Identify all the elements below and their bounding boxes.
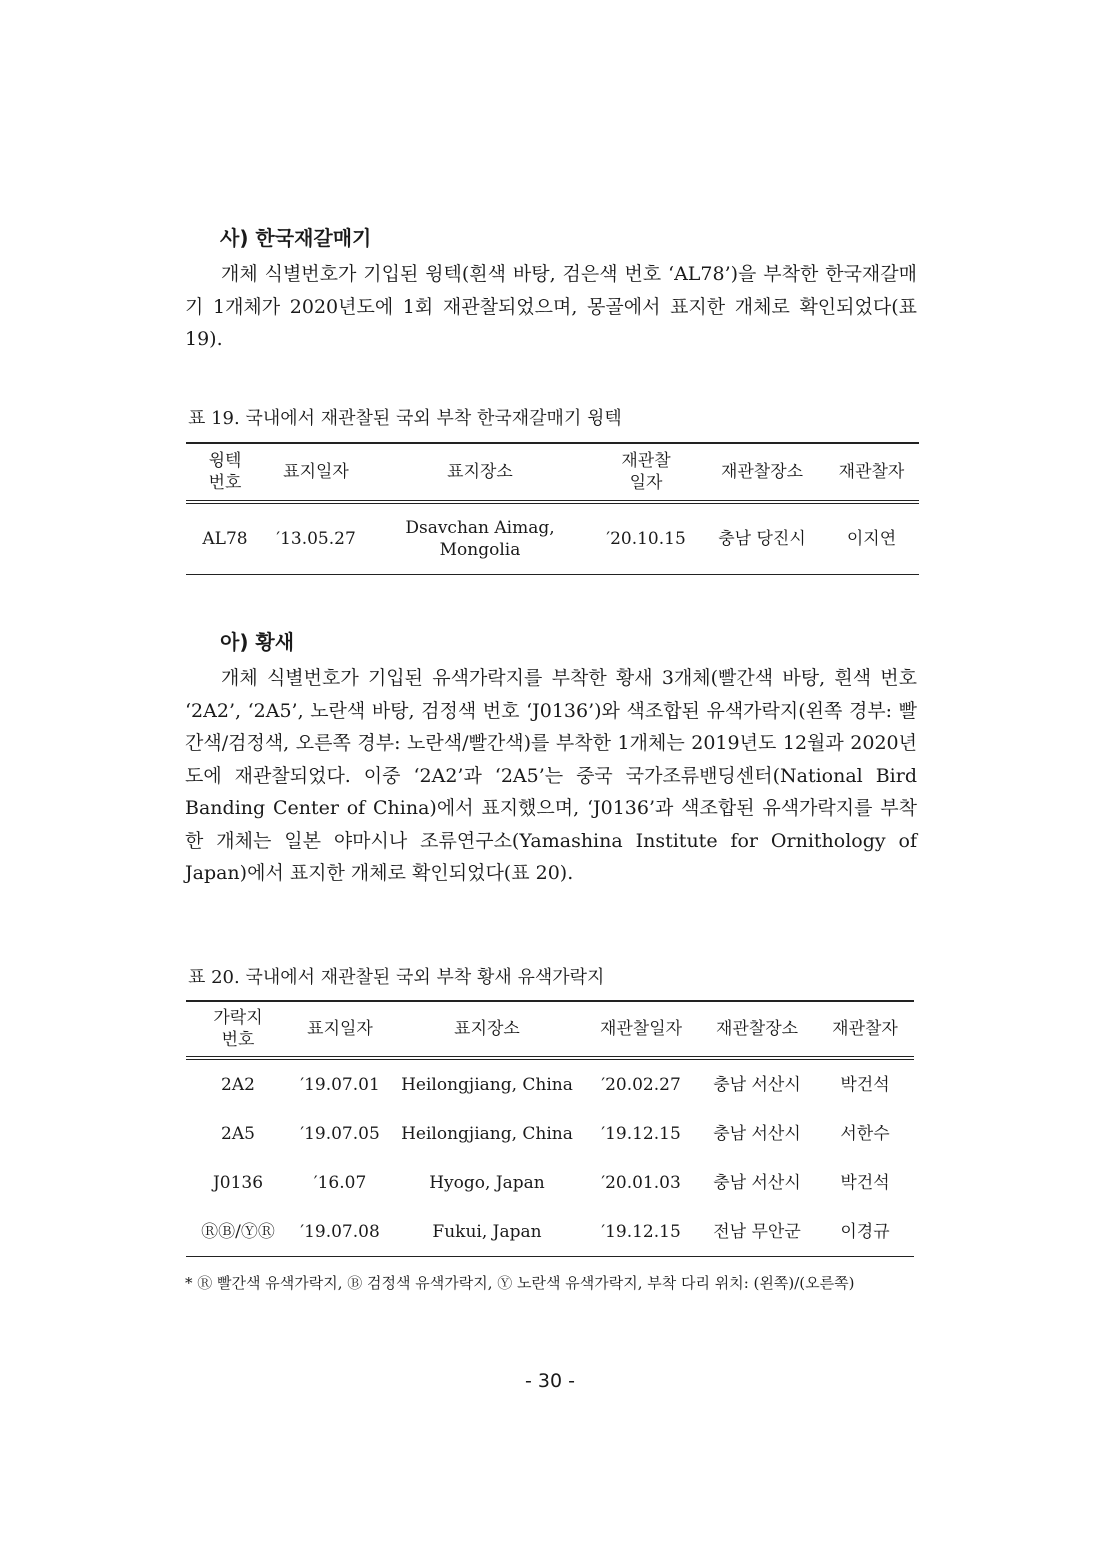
table-cell: ′16.07	[313, 1172, 367, 1193]
table-cell: 충남 서산시	[713, 1172, 801, 1193]
table20-header-cell: 가락지 번호	[186, 1001, 290, 1058]
table-row	[186, 1109, 914, 1158]
table-cell: Dsavchan Aimag, Mongolia	[405, 518, 555, 560]
table-cell: ′20.01.03	[601, 1172, 681, 1193]
table-cell: Heilongjiang, China	[401, 1123, 573, 1144]
table-row	[186, 1207, 914, 1257]
table-cell: 충남 서산시	[713, 1074, 801, 1095]
table-cell: Hyogo, Japan	[429, 1172, 545, 1193]
table-cell: ′19.07.05	[300, 1123, 380, 1144]
table-cell: ′20.02.27	[601, 1074, 681, 1095]
table-cell: AL78	[202, 529, 248, 549]
table-cell: 이지연	[846, 529, 897, 549]
table20-header-row	[186, 1001, 914, 1058]
table-cell: Fukui, Japan	[432, 1221, 542, 1242]
table20	[186, 1000, 914, 1257]
table-cell: 전남 무안군	[713, 1221, 801, 1242]
table19-header-cell: 재관찰 일자	[592, 443, 700, 502]
table-cell: 2A2	[221, 1074, 255, 1095]
table-cell: ′19.12.15	[601, 1221, 681, 1242]
table19-header-cell: 재관찰자	[824, 443, 919, 502]
table20-header-cell: 표지일자	[290, 1001, 390, 1058]
table-cell: 서한수	[840, 1123, 890, 1144]
table-cell: ′19.07.08	[300, 1221, 380, 1242]
table-cell: 박건석	[840, 1172, 890, 1193]
table19-caption: 표 19. 국내에서 재관찰된 국외 부착 한국재갈매기 윙텍	[188, 408, 622, 429]
table-cell: 박건석	[840, 1074, 890, 1095]
table-cell: ′13.05.27	[276, 529, 356, 549]
table-cell: Heilongjiang, China	[401, 1074, 573, 1095]
table20-footnote: * Ⓡ 빨간색 유색가락지, Ⓑ 검정색 유색가락지, Ⓨ 노란색 유색가락지, 부착 다리 위치: (왼쪽)/(오른쪽)	[185, 1274, 855, 1292]
table-cell: ⓇⒷ/ⓎⓇ	[201, 1221, 275, 1242]
table-row	[186, 1158, 914, 1207]
table19-header-cell: 표지일자	[264, 443, 368, 502]
table19	[186, 442, 919, 575]
table-row	[186, 502, 919, 575]
table20-caption: 표 20. 국내에서 재관찰된 국외 부착 황새 유색가락지	[188, 967, 605, 988]
section-title-korean-gull: 사) 한국재갈매기	[220, 226, 372, 250]
table20-header-cell: 재관찰일자	[584, 1001, 698, 1058]
table-cell: J0136	[212, 1172, 264, 1193]
paragraph-oriental-stork-text: 개체 식별번호가 기입된 유색가락지를 부착한 황새 3개체(빨간색 바탕, 흰색 번호 ‘2A2’, ‘2A5’, 노란색 바탕, 검정색 번호 ‘J0136’)와 색조합된 유색가락지(왼쪽 경부: 빨간색/검정색, 오른쪽 경부: 노란색/빨간색)를 부착한 1개체는 2019년도 12월과 2020년도에 재관찰되었다. 이중 ‘2A2’과 ‘2A5’는 중국 국가조류밴딩센터(National Bird Banding Center of China)에서 표지했으며, ‘J0136’과 색조합된 유색가락지를 부착한 개체는 일본 야마시나 조류연구소(Yamashina Institute for Ornithology of Japan)에서 표지한 개체로 확인되었다(표 20).	[185, 667, 917, 884]
paragraph-korean-gull-text: 개체 식별번호가 기입된 윙텍(흰색 바탕, 검은색 번호 ‘AL78’)을 부착한 한국재갈매기 1개체가 2020년도에 1회 재관찰되었으며, 몽골에서 표지한 개체로 확인되었다(표 19).	[185, 263, 917, 350]
table19-header-cell: 재관찰장소	[700, 443, 824, 502]
table19-header-cell: 표지장소	[368, 443, 592, 502]
table-cell: ′19.12.15	[601, 1123, 681, 1144]
table20-header-cell: 재관찰장소	[698, 1001, 816, 1058]
table-cell: 2A5	[221, 1123, 255, 1144]
table-cell: ′19.07.01	[300, 1074, 380, 1095]
table-cell: 충남 당진시	[718, 529, 806, 549]
table19-header-row	[186, 443, 919, 502]
table-row	[186, 1058, 914, 1109]
table19-header-cell: 윙텍 번호	[186, 443, 264, 502]
table-cell: 충남 서산시	[713, 1123, 801, 1144]
paragraph-korean-gull	[185, 258, 917, 356]
page-number: - 30 -	[525, 1370, 575, 1392]
table-cell: 이경규	[840, 1221, 890, 1242]
section-title-oriental-stork: 아) 황새	[220, 630, 295, 654]
table20-header-cell: 표지장소	[390, 1001, 584, 1058]
table20-header-cell: 재관찰자	[816, 1001, 914, 1058]
table-cell: ′20.10.15	[606, 529, 686, 549]
paragraph-oriental-stork	[185, 662, 917, 890]
